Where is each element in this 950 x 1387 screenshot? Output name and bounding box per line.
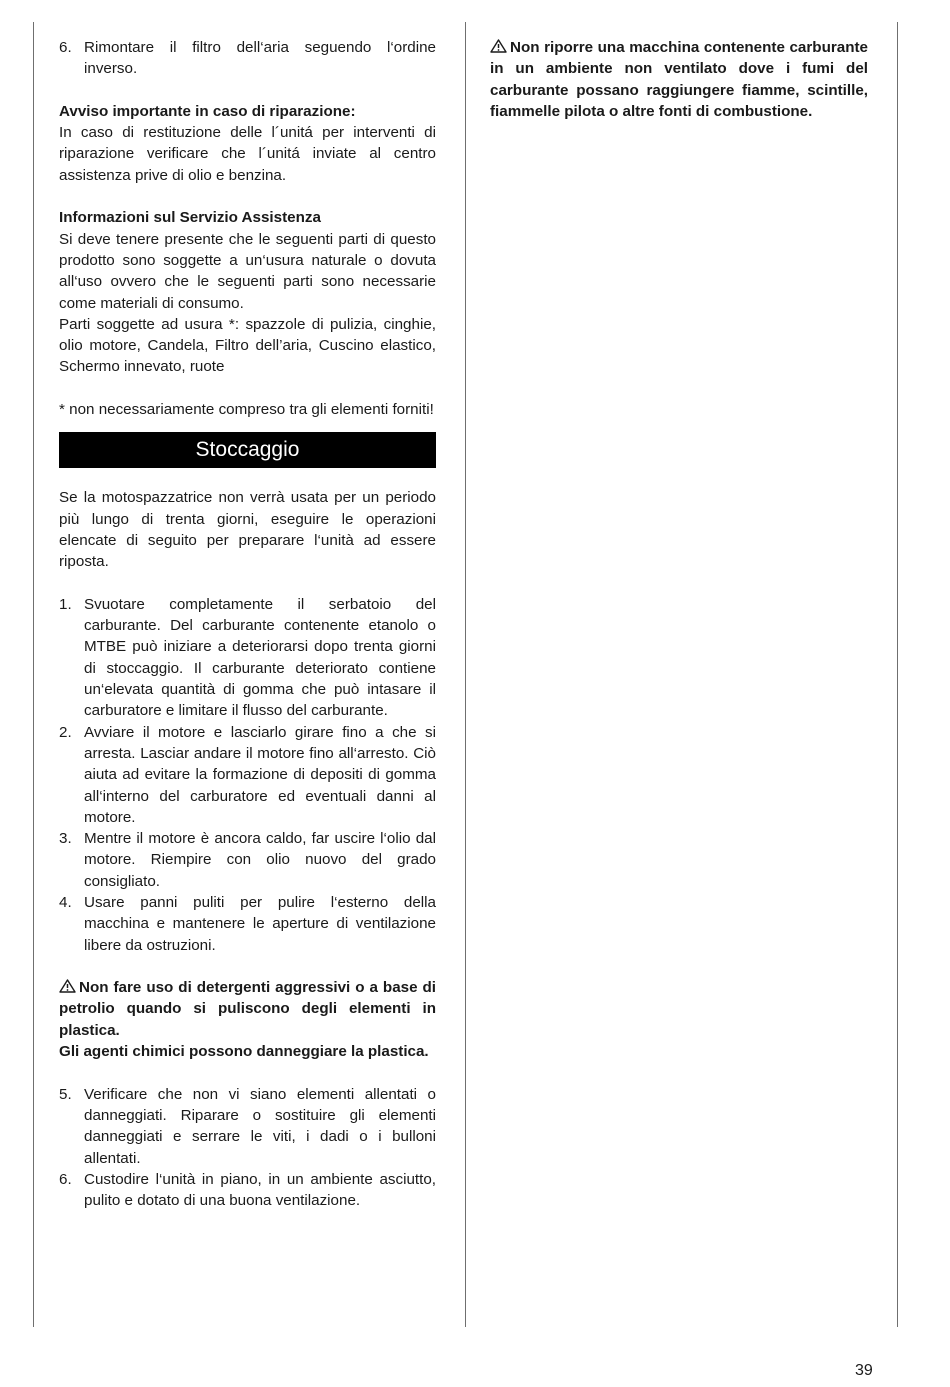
list-item-text: Verificare che non vi siano elementi allentati o danneggiati. Riparare o sostituire gli elementi danneggiati e serrare le viti, i dadi o i bulloni allentati. [84,1085,436,1167]
page-number: 39 [855,1362,873,1379]
storage-section-header: Stoccaggio [59,432,436,468]
list-item-text: Custodire l‘unità in piano, in un ambiente asciutto, pulito e dotato di una buona ventilazione. [84,1170,436,1210]
list-item-number: 4. [59,893,72,911]
list-item-text: Mentre il motore è ancora caldo, far uscire l‘olio dal motore. Riempire con olio nuovo del grado consigliato. [84,830,436,890]
list-item-number: 1. [59,595,72,613]
storage-steps-list-continued [59,1084,436,1212]
list-item-number: 6. [59,1170,72,1188]
list-item [59,1084,436,1169]
warning-triangle-icon [490,39,507,53]
list-item-text: Usare panni puliti per pulire l‘esterno della macchina e mantenere le aperture di ventilazione libere da ostruzioni. [84,893,436,954]
left-column [59,37,436,1211]
list-item-number: 6. [59,39,72,56]
list-item [59,828,436,892]
service-info-body: Si deve tenere presente che le seguenti parti di questo prodotto sono soggette a un‘usura naturale o dovuta all‘uso ovvero che le seguenti parti sono necessarie come materiali di consumo. [59,230,436,312]
right-margin-rule [897,22,898,1327]
storage-intro: Se la motospazzatrice non verrà usata per un periodo più lungo di trenta giorni, eseguire le operazioni elencate di seguito per preparare l‘unità ad essere riposta. [59,489,436,571]
list-item-number: 2. [59,723,72,741]
fuel-storage-warning [490,37,868,122]
left-margin-rule [33,22,34,1327]
footnote-text: * non necessariamente compreso tra gli elementi forniti! [59,401,434,419]
list-item [59,594,436,722]
storage-steps-list [59,594,436,956]
plastic-cleaning-warning [59,977,436,1041]
list-item-text: Svuotare completamente il serbatoio del carburante. Del carburante contenente etanolo o MTBE può iniziare a deteriorarsi dopo trenta giorni di stoccaggio. Il carburante deteriorato contiene un‘elevata quantità di gomma che può intasare il carburatore e limitare il flusso del carburante. [84,595,436,720]
plastic-damage-warning: Gli agenti chimici possono danneggiare la plastica. [59,1043,429,1061]
service-info-heading: Informazioni sul Servizio Assistenza [59,209,321,227]
list-item [59,892,436,956]
list-item-text: Avviare il motore e lasciarlo girare fino a che si arresta. Lasciar andare il motore fino all‘arresto. Ciò aiuta ad evitare la formazione di depositi di gomma all‘interno del carburatore ed eventuali danni al motore. [84,723,436,826]
list-item [59,722,436,828]
list-item-text: Rimontare il filtro dell‘aria seguendo l‘ordine inverso. [84,39,436,78]
wear-parts-text: Parti soggette ad usura *: spazzole di pulizia, cinghie, olio motore, Candela, Filtro dell’aria, Cuscino elastico, Schermo innevato, ruote [59,315,436,376]
list-item-number: 5. [59,1085,72,1103]
list-item [59,1169,436,1212]
right-column [490,37,868,122]
warning-text: Non riporre una macchina contenente carburante in un ambiente non ventilato dove i fumi del carburante possano raggiungere fiamme, scintille, fiammelle pilota o altre fonti di combustione. [490,39,868,120]
list-item [59,37,436,80]
repair-notice-heading: Avviso importante in caso di riparazione: [59,102,356,120]
warning-text: Non fare uso di detergenti aggressivi o a base di petrolio quando si puliscono degli elementi in plastica. [59,979,436,1039]
warning-triangle-icon [59,979,76,993]
column-divider-rule [465,22,466,1327]
list-item-number: 3. [59,830,72,848]
list-continued [59,37,436,80]
repair-notice-body: In caso di restituzione delle l´unitá per interventi di riparazione verificare che l´unitá inviate al centro assistenza prive di olio e benzina. [59,124,436,184]
